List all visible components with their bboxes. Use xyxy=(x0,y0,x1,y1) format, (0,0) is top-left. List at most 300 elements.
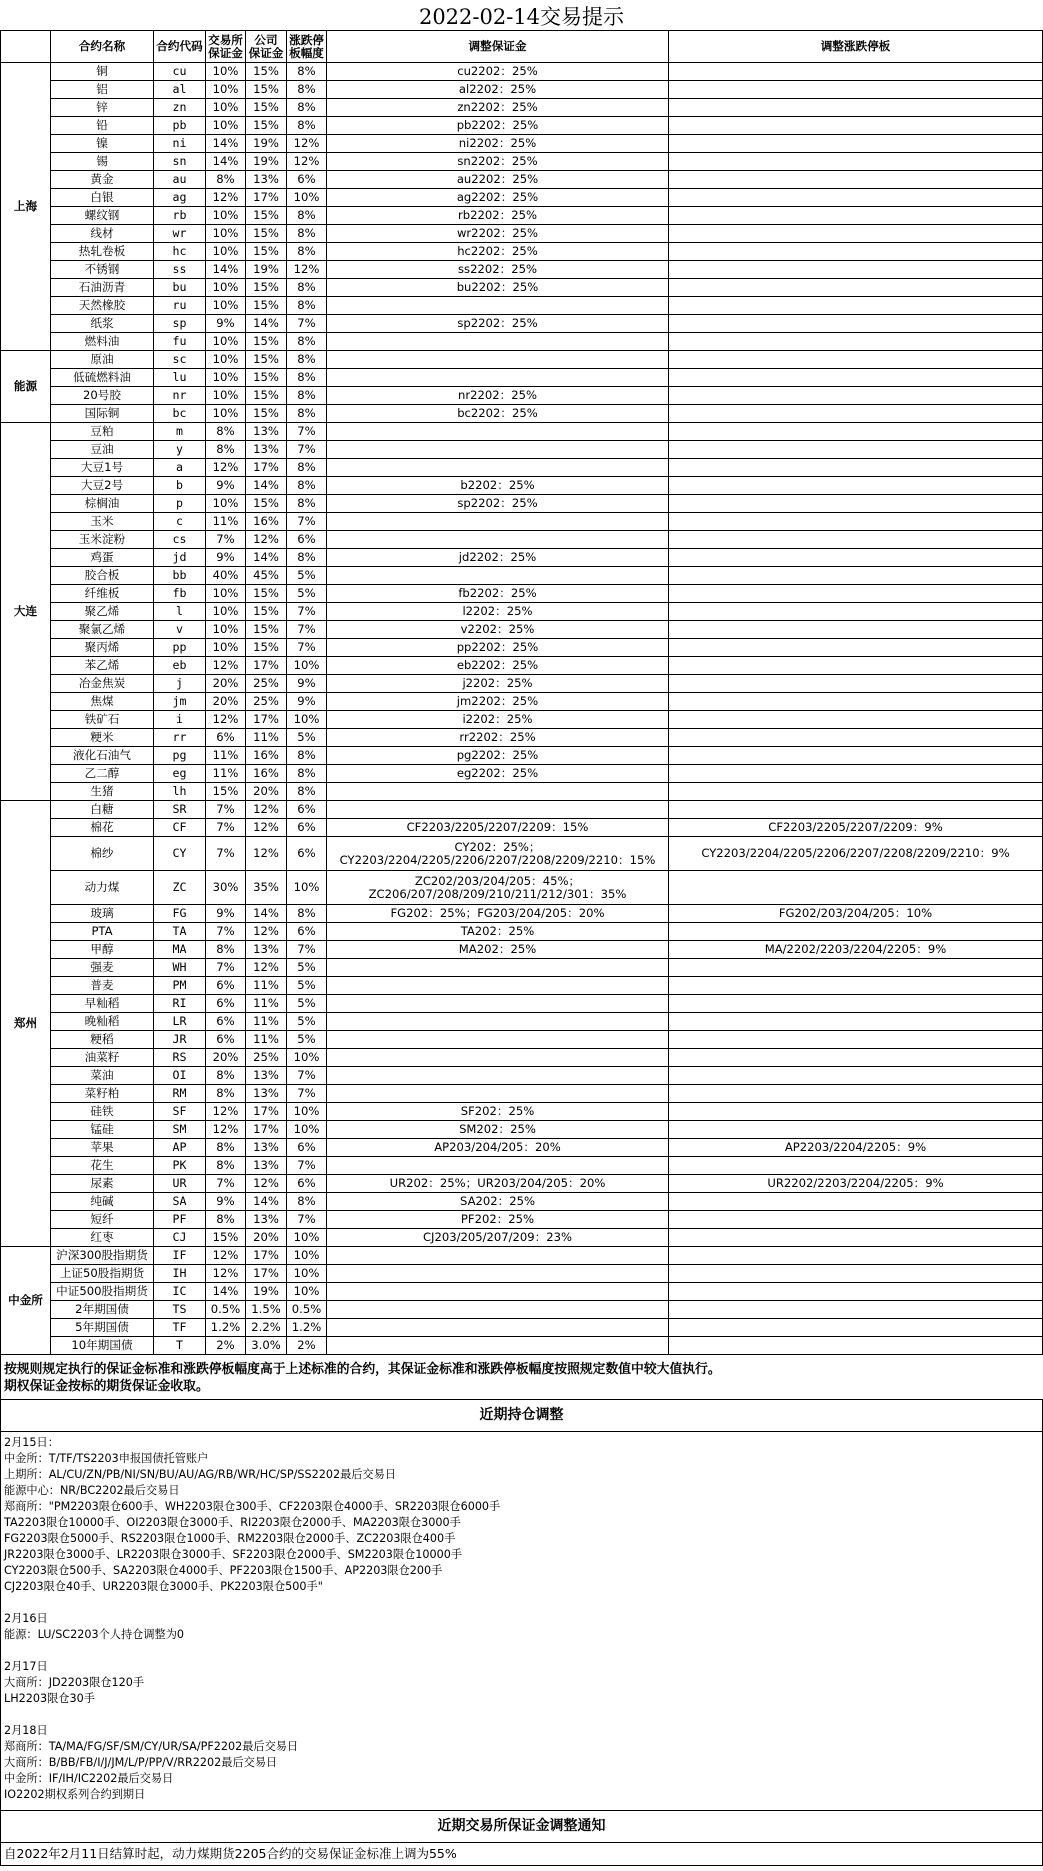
exchange-margin: 6% xyxy=(206,1031,246,1049)
contract-code: sp xyxy=(154,315,206,333)
contract-code: SM xyxy=(154,1121,206,1139)
adjusted-margin: pb2202：25% xyxy=(327,117,669,135)
company-margin: 11% xyxy=(246,1013,287,1031)
contract-code: bu xyxy=(154,279,206,297)
adjusted-margin xyxy=(327,801,669,819)
position-line: 郑商所："PM2203限仓600手、WH2203限仓300手、CF2203限仓4000手、SR2203限仓6000手 xyxy=(4,1500,501,1513)
price-limit: 10% xyxy=(287,1049,327,1067)
table-row xyxy=(1,297,1043,315)
adjusted-margin-line-2: ZC206/207/208/209/210/211/212/301：35% xyxy=(368,886,627,901)
contract-code: TF xyxy=(154,1319,206,1337)
contract-code: ag xyxy=(154,189,206,207)
adjusted-limit xyxy=(669,135,1043,153)
adjusted-margin: SM202：25% xyxy=(327,1121,669,1139)
contract-code: pb xyxy=(154,117,206,135)
adjusted-limit xyxy=(669,63,1043,81)
price-limit: 7% xyxy=(287,1067,327,1085)
exchange-margin: 20% xyxy=(206,693,246,711)
table-row xyxy=(1,621,1043,639)
contract-name: 强麦 xyxy=(51,959,154,977)
contract-code: v xyxy=(154,621,206,639)
table-row xyxy=(1,711,1043,729)
adjusted-limit xyxy=(669,1247,1043,1265)
contract-code: pp xyxy=(154,639,206,657)
company-margin: 15% xyxy=(246,405,287,423)
price-limit: 8% xyxy=(287,405,327,423)
company-margin: 15% xyxy=(246,117,287,135)
price-limit: 8% xyxy=(287,459,327,477)
header-company-margin-l2: 保证金 xyxy=(248,45,284,60)
adjusted-limit xyxy=(669,297,1043,315)
adjusted-limit xyxy=(669,459,1043,477)
adjusted-margin xyxy=(327,871,669,905)
table-header-row xyxy=(1,31,1043,63)
price-limit: 8% xyxy=(287,495,327,513)
adjusted-margin xyxy=(327,1337,669,1355)
exchange-margin: 10% xyxy=(206,297,246,315)
exchange-margin: 10% xyxy=(206,207,246,225)
header-adjusted-margin: 调整保证金 xyxy=(327,31,669,63)
contract-code: bb xyxy=(154,567,206,585)
exchange-margin: 15% xyxy=(206,1229,246,1247)
company-margin: 15% xyxy=(246,603,287,621)
contract-name: 焦煤 xyxy=(51,693,154,711)
exchange-group-label: 中金所 xyxy=(1,1247,51,1355)
exchange-margin: 30% xyxy=(206,871,246,905)
company-margin: 11% xyxy=(246,977,287,995)
price-limit: 8% xyxy=(287,549,327,567)
exchange-margin: 12% xyxy=(206,459,246,477)
adjusted-limit xyxy=(669,765,1043,783)
price-limit: 5% xyxy=(287,729,327,747)
exchange-margin: 12% xyxy=(206,1103,246,1121)
contract-name: 短纤 xyxy=(51,1211,154,1229)
company-margin: 25% xyxy=(246,693,287,711)
adjusted-limit: MA/2202/2203/2204/2205：9% xyxy=(669,941,1043,959)
contract-name: 不锈钢 xyxy=(51,261,154,279)
adjusted-margin: cu2202：25% xyxy=(327,63,669,81)
table-row xyxy=(1,693,1043,711)
table-row xyxy=(1,819,1043,837)
adjusted-limit xyxy=(669,1085,1043,1103)
table-row xyxy=(1,729,1043,747)
table-row xyxy=(1,117,1043,135)
contract-code: sn xyxy=(154,153,206,171)
contract-code: AP xyxy=(154,1139,206,1157)
exchange-margin: 9% xyxy=(206,1193,246,1211)
adjusted-limit xyxy=(669,1121,1043,1139)
contract-code: wr xyxy=(154,225,206,243)
contract-name: 普麦 xyxy=(51,977,154,995)
table-row xyxy=(1,1013,1043,1031)
table-row xyxy=(1,315,1043,333)
table-row xyxy=(1,1301,1043,1319)
company-margin: 2.2% xyxy=(246,1319,287,1337)
company-margin: 25% xyxy=(246,675,287,693)
adjusted-limit xyxy=(669,871,1043,905)
contract-code: pg xyxy=(154,747,206,765)
contract-name: 豆粕 xyxy=(51,423,154,441)
adjusted-margin xyxy=(327,995,669,1013)
price-limit: 10% xyxy=(287,657,327,675)
contract-name: 石油沥青 xyxy=(51,279,154,297)
table-row xyxy=(1,871,1043,905)
exchange-margin: 11% xyxy=(206,765,246,783)
adjusted-margin: ni2202：25% xyxy=(327,135,669,153)
price-limit: 8% xyxy=(287,297,327,315)
position-line: FG2203限仓5000手、RS2203限仓1000手、RM2203限仓2000手、ZC2203限仓400手 xyxy=(4,1532,456,1545)
table-row xyxy=(1,459,1043,477)
table-row xyxy=(1,1121,1043,1139)
contract-name: 聚丙烯 xyxy=(51,639,154,657)
price-limit: 10% xyxy=(287,1103,327,1121)
price-limit: 10% xyxy=(287,1247,327,1265)
rule-note xyxy=(0,1355,1043,1400)
adjusted-margin xyxy=(327,1049,669,1067)
company-margin: 14% xyxy=(246,477,287,495)
price-limit: 10% xyxy=(287,1283,327,1301)
table-row xyxy=(1,207,1043,225)
company-margin: 13% xyxy=(246,1067,287,1085)
header-company-margin xyxy=(246,31,287,63)
company-margin: 19% xyxy=(246,153,287,171)
company-margin: 15% xyxy=(246,297,287,315)
exchange-margin: 7% xyxy=(206,801,246,819)
exchange-margin: 10% xyxy=(206,63,246,81)
price-limit: 7% xyxy=(287,941,327,959)
price-limit: 8% xyxy=(287,747,327,765)
company-margin: 25% xyxy=(246,1049,287,1067)
table-row xyxy=(1,1283,1043,1301)
table-row xyxy=(1,657,1043,675)
company-margin: 45% xyxy=(246,567,287,585)
exchange-margin: 9% xyxy=(206,315,246,333)
exchange-margin: 8% xyxy=(206,441,246,459)
adjusted-limit xyxy=(669,639,1043,657)
contract-name: 聚氯乙烯 xyxy=(51,621,154,639)
company-margin: 13% xyxy=(246,423,287,441)
exchange-margin: 10% xyxy=(206,225,246,243)
position-line: 上期所：AL/CU/ZN/PB/NI/SN/BU/AU/AG/RB/WR/HC/SP/SS2202最后交易日 xyxy=(4,1468,397,1481)
contract-name: 纸浆 xyxy=(51,315,154,333)
adjusted-limit xyxy=(669,1067,1043,1085)
contract-name: 硅铁 xyxy=(51,1103,154,1121)
exchange-margin: 10% xyxy=(206,369,246,387)
adjusted-margin xyxy=(327,1085,669,1103)
price-limit: 8% xyxy=(287,351,327,369)
price-limit: 8% xyxy=(287,905,327,923)
exchange-group-label: 大连 xyxy=(1,423,51,801)
contract-code: FG xyxy=(154,905,206,923)
price-limit: 10% xyxy=(287,1121,327,1139)
price-limit: 5% xyxy=(287,977,327,995)
company-margin: 14% xyxy=(246,905,287,923)
contract-name: 纤维板 xyxy=(51,585,154,603)
company-margin: 14% xyxy=(246,315,287,333)
contract-name: 国际铜 xyxy=(51,405,154,423)
contract-code: jd xyxy=(154,549,206,567)
table-row xyxy=(1,333,1043,351)
contract-name: 早籼稻 xyxy=(51,995,154,1013)
company-margin: 15% xyxy=(246,387,287,405)
contract-code: m xyxy=(154,423,206,441)
price-limit: 8% xyxy=(287,279,327,297)
contract-name: 2年期国债 xyxy=(51,1301,154,1319)
exchange-margin: 12% xyxy=(206,189,246,207)
contract-code: nr xyxy=(154,387,206,405)
price-limit: 6% xyxy=(287,923,327,941)
position-line: 大商所：JD2203限仓120手 xyxy=(4,1676,145,1689)
contract-code: zn xyxy=(154,99,206,117)
adjusted-margin: al2202：25% xyxy=(327,81,669,99)
adjusted-margin xyxy=(327,1067,669,1085)
price-limit: 12% xyxy=(287,153,327,171)
exchange-margin: 10% xyxy=(206,621,246,639)
company-margin: 15% xyxy=(246,351,287,369)
contract-name: 沪深300股指期货 xyxy=(51,1247,154,1265)
adjusted-margin-line-2: CY2203/2204/2205/2206/2207/2208/2209/2210：15% xyxy=(339,852,656,867)
contract-code: CJ xyxy=(154,1229,206,1247)
position-line: JR2203限仓3000手、LR2203限仓3000手、SF2203限仓2000手、SM2203限仓10000手 xyxy=(4,1548,463,1561)
adjusted-limit xyxy=(669,441,1043,459)
table-row xyxy=(1,63,1043,81)
company-margin: 15% xyxy=(246,225,287,243)
company-margin: 14% xyxy=(246,1193,287,1211)
adjusted-limit xyxy=(669,99,1043,117)
table-row xyxy=(1,99,1043,117)
adjusted-margin: nr2202：25% xyxy=(327,387,669,405)
price-limit: 7% xyxy=(287,621,327,639)
exchange-margin: 1.2% xyxy=(206,1319,246,1337)
contract-name: 动力煤 xyxy=(51,871,154,905)
position-adjustment-heading: 近期持仓调整 xyxy=(0,1400,1043,1432)
price-limit: 7% xyxy=(287,1085,327,1103)
contract-code: RI xyxy=(154,995,206,1013)
adjusted-margin: ss2202：25% xyxy=(327,261,669,279)
company-margin: 15% xyxy=(246,585,287,603)
adjusted-margin: MA202：25% xyxy=(327,941,669,959)
price-limit: 7% xyxy=(287,603,327,621)
company-margin: 13% xyxy=(246,1139,287,1157)
table-row xyxy=(1,261,1043,279)
adjusted-limit xyxy=(669,1211,1043,1229)
contract-code: SA xyxy=(154,1193,206,1211)
company-margin: 15% xyxy=(246,621,287,639)
position-line: 2月18日 xyxy=(4,1724,48,1737)
adjusted-margin xyxy=(327,1013,669,1031)
adjusted-margin: i2202：25% xyxy=(327,711,669,729)
price-limit: 10% xyxy=(287,189,327,207)
exchange-margin: 10% xyxy=(206,405,246,423)
company-margin: 11% xyxy=(246,995,287,1013)
adjusted-limit xyxy=(669,1013,1043,1031)
exchange-margin: 9% xyxy=(206,549,246,567)
adjusted-limit xyxy=(669,729,1043,747)
company-margin: 17% xyxy=(246,1121,287,1139)
adjusted-limit xyxy=(669,585,1043,603)
exchange-margin: 7% xyxy=(206,959,246,977)
table-row xyxy=(1,1211,1043,1229)
contract-code: cu xyxy=(154,63,206,81)
price-limit: 7% xyxy=(287,315,327,333)
price-limit: 5% xyxy=(287,959,327,977)
exchange-margin: 10% xyxy=(206,99,246,117)
adjusted-limit xyxy=(669,711,1043,729)
position-line: 中金所：T/TF/TS2203申报国债托管账户 xyxy=(4,1452,209,1465)
rule-note-line-2: 期权保证金按标的期货保证金收取。 xyxy=(4,1379,209,1394)
contract-name: 粳米 xyxy=(51,729,154,747)
exchange-margin: 10% xyxy=(206,81,246,99)
table-row xyxy=(1,675,1043,693)
exchange-margin: 40% xyxy=(206,567,246,585)
adjusted-margin xyxy=(327,977,669,995)
company-margin: 19% xyxy=(246,1283,287,1301)
adjusted-limit xyxy=(669,1103,1043,1121)
company-margin: 16% xyxy=(246,765,287,783)
position-line: 2月15日： xyxy=(4,1436,59,1449)
company-margin: 19% xyxy=(246,261,287,279)
company-margin: 17% xyxy=(246,1103,287,1121)
adjusted-limit xyxy=(669,923,1043,941)
company-margin: 15% xyxy=(246,99,287,117)
contract-name: 锌 xyxy=(51,99,154,117)
table-row xyxy=(1,585,1043,603)
adjusted-limit xyxy=(669,351,1043,369)
contract-code: ZC xyxy=(154,871,206,905)
header-exchange-margin-l1: 交易所 xyxy=(208,32,243,47)
adjusted-margin: wr2202：25% xyxy=(327,225,669,243)
adjusted-limit xyxy=(669,603,1043,621)
contract-code: ru xyxy=(154,297,206,315)
exchange-margin: 10% xyxy=(206,279,246,297)
exchange-margin: 8% xyxy=(206,1211,246,1229)
adjusted-limit: FG202/203/204/205：10% xyxy=(669,905,1043,923)
company-margin: 13% xyxy=(246,941,287,959)
company-margin: 12% xyxy=(246,819,287,837)
margin-notice-heading: 近期交易所保证金调整通知 xyxy=(0,1811,1043,1843)
header-contract-name: 合约名称 xyxy=(51,31,154,63)
contract-name: 花生 xyxy=(51,1157,154,1175)
company-margin: 35% xyxy=(246,871,287,905)
company-margin: 17% xyxy=(246,189,287,207)
adjusted-limit xyxy=(669,1157,1043,1175)
company-margin: 20% xyxy=(246,1229,287,1247)
table-row xyxy=(1,837,1043,871)
exchange-margin: 20% xyxy=(206,675,246,693)
contract-code: cs xyxy=(154,531,206,549)
contract-code: eg xyxy=(154,765,206,783)
company-margin: 12% xyxy=(246,531,287,549)
company-margin: 15% xyxy=(246,279,287,297)
header-exchange xyxy=(1,31,51,63)
exchange-margin: 12% xyxy=(206,711,246,729)
header-contract-code: 合约代码 xyxy=(154,31,206,63)
position-line xyxy=(4,1643,1042,1659)
adjusted-limit xyxy=(669,333,1043,351)
company-margin: 17% xyxy=(246,1265,287,1283)
exchange-margin: 10% xyxy=(206,639,246,657)
price-limit: 8% xyxy=(287,207,327,225)
exchange-group-label: 郑州 xyxy=(1,801,51,1247)
price-limit: 7% xyxy=(287,1211,327,1229)
table-row xyxy=(1,1175,1043,1193)
contract-name: 20号胶 xyxy=(51,387,154,405)
position-line: IO2202期权系列合约到期日 xyxy=(4,1788,146,1801)
adjusted-limit xyxy=(669,1265,1043,1283)
company-margin: 15% xyxy=(246,369,287,387)
table-row xyxy=(1,243,1043,261)
exchange-margin: 10% xyxy=(206,603,246,621)
adjusted-margin: AP203/204/205：20% xyxy=(327,1139,669,1157)
contract-code: IH xyxy=(154,1265,206,1283)
adjusted-limit xyxy=(669,801,1043,819)
page-title: 2022-02-14交易提示 xyxy=(418,5,625,29)
contract-code: TA xyxy=(154,923,206,941)
adjusted-limit xyxy=(669,387,1043,405)
contract-name: 聚乙烯 xyxy=(51,603,154,621)
table-row xyxy=(1,369,1043,387)
adjusted-limit xyxy=(669,621,1043,639)
position-line: CJ2203限仓40手、UR2203限仓3000手、PK2203限仓500手" xyxy=(4,1580,323,1593)
contract-name: 菜籽粕 xyxy=(51,1085,154,1103)
margin-notice-text: 自2022年2月11日结算时起，动力煤期货2205合约的交易保证金标准上调为55% xyxy=(0,1843,1043,1866)
exchange-margin: 7% xyxy=(206,531,246,549)
contract-name: 天然橡胶 xyxy=(51,297,154,315)
price-limit: 6% xyxy=(287,1139,327,1157)
adjusted-limit xyxy=(669,243,1043,261)
table-row xyxy=(1,477,1043,495)
company-margin: 16% xyxy=(246,513,287,531)
exchange-margin: 12% xyxy=(206,1265,246,1283)
position-line: TA2203限仓10000手、OI2203限仓3000手、RI2203限仓2000手、MA2203限仓3000手 xyxy=(4,1516,461,1529)
exchange-margin: 14% xyxy=(206,1283,246,1301)
exchange-margin: 7% xyxy=(206,923,246,941)
contract-name: 螺纹钢 xyxy=(51,207,154,225)
adjusted-margin: jd2202：25% xyxy=(327,549,669,567)
contract-code: PF xyxy=(154,1211,206,1229)
price-limit: 8% xyxy=(287,783,327,801)
adjusted-limit: CF2203/2205/2207/2209：9% xyxy=(669,819,1043,837)
adjusted-margin xyxy=(327,459,669,477)
exchange-margin: 14% xyxy=(206,153,246,171)
contract-code: rr xyxy=(154,729,206,747)
exchange-margin: 14% xyxy=(206,261,246,279)
company-margin: 13% xyxy=(246,1211,287,1229)
adjusted-margin: ag2202：25% xyxy=(327,189,669,207)
exchange-group-label: 上海 xyxy=(1,63,51,351)
company-margin: 12% xyxy=(246,1175,287,1193)
contract-name: 生猪 xyxy=(51,783,154,801)
exchange-margin: 14% xyxy=(206,135,246,153)
adjusted-margin xyxy=(327,369,669,387)
adjusted-margin xyxy=(327,1283,669,1301)
contract-name: 尿素 xyxy=(51,1175,154,1193)
table-row xyxy=(1,603,1043,621)
table-row xyxy=(1,549,1043,567)
position-line xyxy=(4,1595,1042,1611)
table-row xyxy=(1,81,1043,99)
exchange-margin: 6% xyxy=(206,995,246,1013)
adjusted-margin xyxy=(327,959,669,977)
contract-name: 热轧卷板 xyxy=(51,243,154,261)
price-limit: 8% xyxy=(287,1193,327,1211)
contract-code: CF xyxy=(154,819,206,837)
adjusted-limit xyxy=(669,1229,1043,1247)
table-row xyxy=(1,279,1043,297)
price-limit: 8% xyxy=(287,333,327,351)
exchange-margin: 11% xyxy=(206,513,246,531)
price-limit: 8% xyxy=(287,369,327,387)
